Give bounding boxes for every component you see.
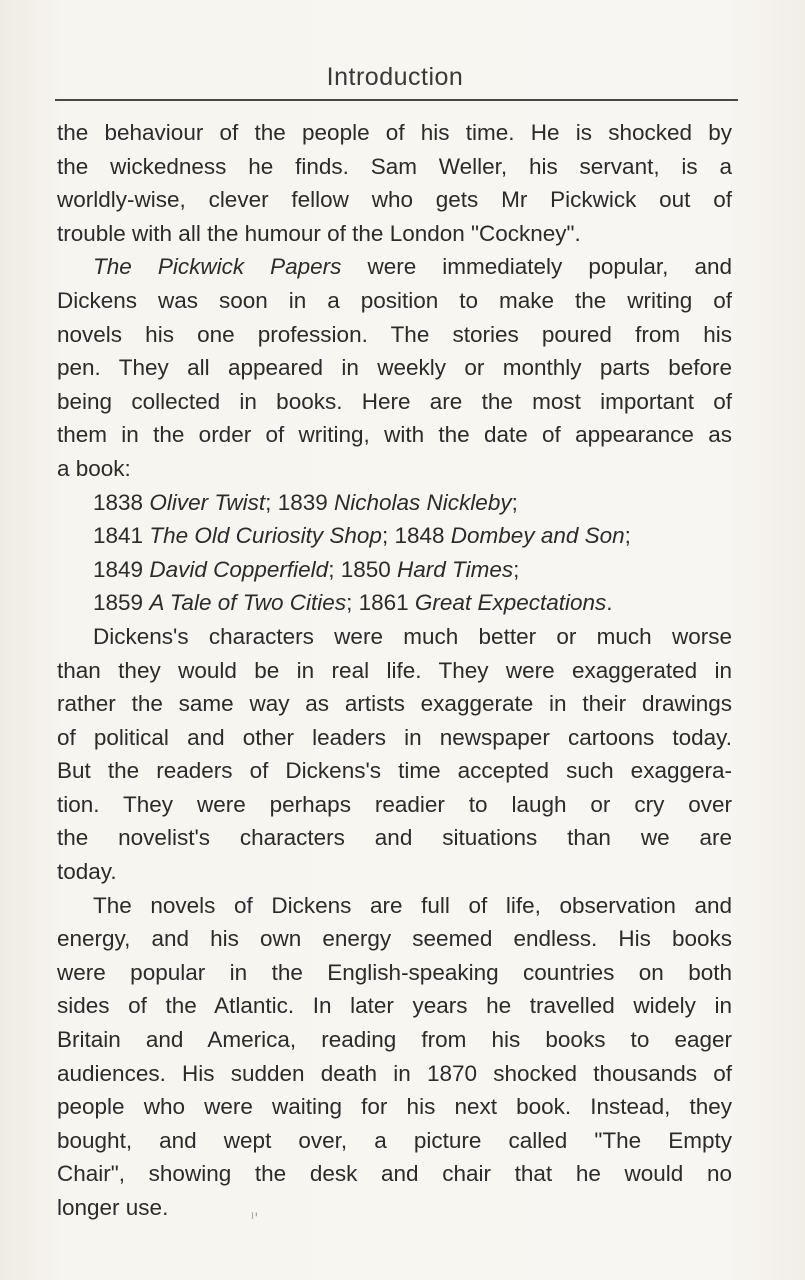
running-header: Introduction (326, 63, 464, 91)
body-text (57, 116, 732, 1225)
text-line: rather the same way as artists exaggerate in their drawings (57, 691, 732, 717)
text-line: people who were waiting for his next book. Instead, they (57, 1094, 732, 1120)
text-line: longer use. (57, 1195, 169, 1220)
works-list-item: 1849 David Copperfield; 1850 Hard Times; (93, 556, 520, 582)
text-line: But the readers of Dickens's time accepted such exaggera- (57, 758, 732, 784)
text-line: them in the order of writing, with the date of appearance as (57, 422, 732, 448)
book-title: The Pickwick Papers (93, 254, 342, 280)
text-line: tion. They were perhaps readier to laugh or cry over (57, 791, 732, 817)
text-line: Dickens's characters were much better or much worse (93, 623, 732, 649)
ink-mark: ˡ' (251, 1211, 259, 1227)
text-line: of political and other leaders in newspaper cartoons today. (57, 724, 732, 750)
text-line: today. (57, 859, 117, 885)
text-line: novels his one profession. The stories poured from his (57, 321, 732, 347)
text-line: trouble with all the humour of the London "Cockney". (57, 220, 581, 246)
text-line: the wickedness he finds. Sam Weller, his servant, is a (57, 153, 732, 179)
works-list-item: 1838 Oliver Twist; 1839 Nicholas Nickleby; (93, 489, 518, 515)
text-line: sides of the Atlantic. In later years he travelled widely in (57, 993, 732, 1019)
text-fragment: were immediately popular, and (341, 254, 732, 280)
text-line: Britain and America, reading from his books to eager (57, 1027, 732, 1053)
text-line: audiences. His sudden death in 1870 shocked thousands of (57, 1060, 732, 1086)
works-list-item: 1859 A Tale of Two Cities; 1861 Great Expectations. (93, 590, 613, 616)
nickleby-title: Nicholas Nickleby (334, 489, 512, 515)
works-list-item: 1841 The Old Curiosity Shop; 1848 Dombey and Son; (93, 523, 631, 549)
text-line: than they would be in real life. They were exaggerated in (57, 657, 732, 683)
text-line: Dickens was soon in a position to make the writing of (57, 287, 732, 313)
text-line: worldly-wise, clever fellow who gets Mr Pickwick out of (57, 187, 732, 213)
text-line: were popular in the English-speaking countries on both (57, 959, 732, 985)
text-line: The novels of Dickens are full of life, observation and (93, 892, 732, 918)
text-line: the novelist's characters and situations than we are (57, 825, 732, 851)
text-line: the behaviour of the people of his time. He is shocked by (57, 120, 732, 145)
text-line: energy, and his own energy seemed endless. His books (57, 926, 732, 952)
text-line: pen. They all appeared in weekly or monthly parts before (57, 355, 732, 381)
text-line: Chair", showing the desk and chair that he would no (57, 1161, 732, 1187)
text-line: bought, and wept over, a picture called "The Empty (57, 1127, 732, 1153)
header-rule (55, 99, 738, 101)
text-line: a book: (57, 455, 131, 481)
text-line (57, 250, 732, 284)
text-line: being collected in books. Here are the most important of (57, 388, 732, 414)
